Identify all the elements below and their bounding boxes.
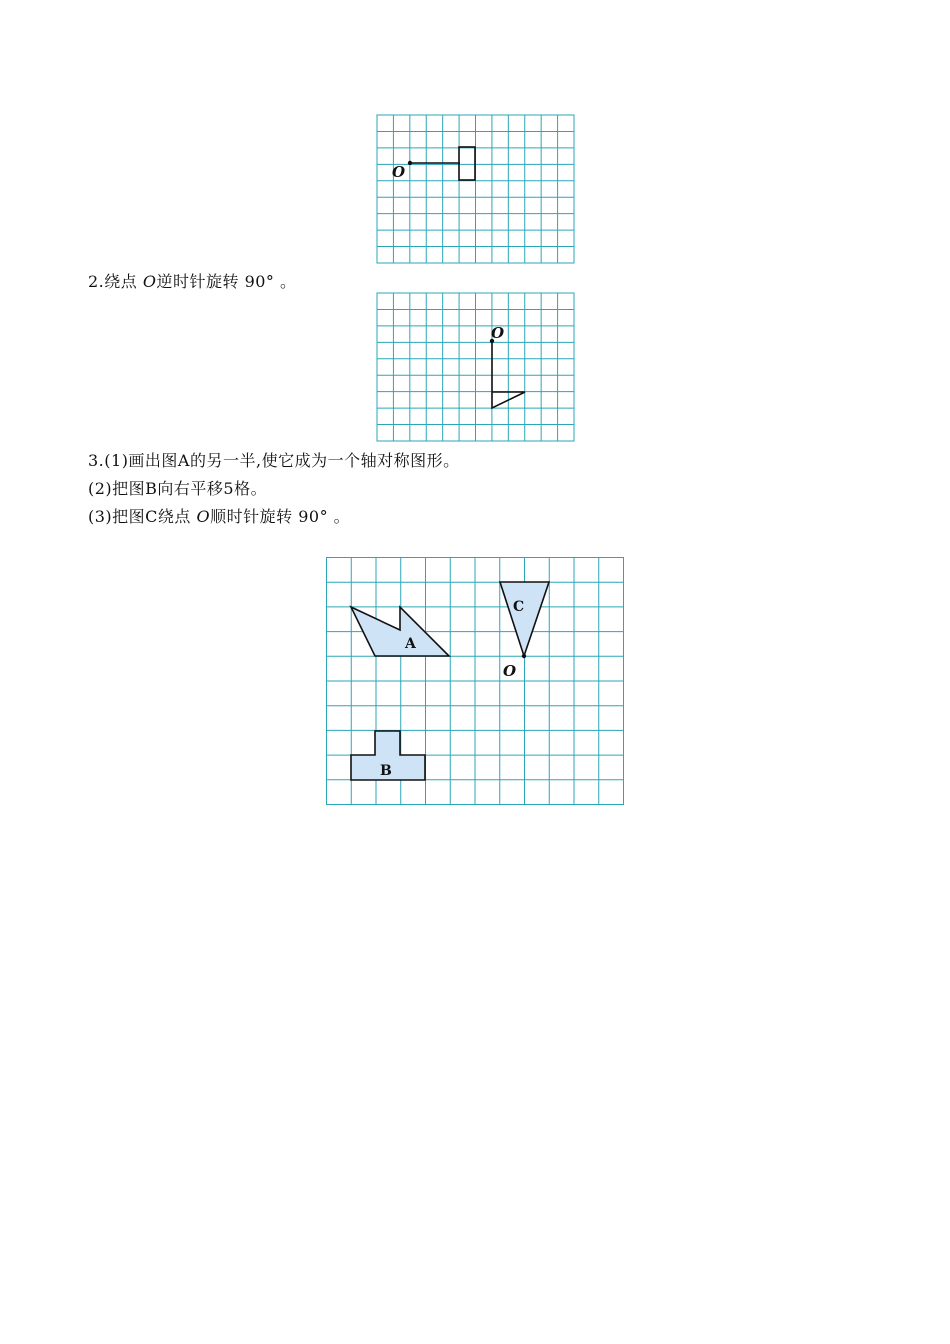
point-o-label: O xyxy=(491,324,505,342)
shape-c-label: C xyxy=(513,599,525,615)
problem-3-item-3-point: O xyxy=(196,507,211,526)
small-rectangle xyxy=(459,147,475,180)
rotation-point-o xyxy=(408,161,412,165)
rotation-point-o xyxy=(522,654,526,658)
figure-2-grid xyxy=(370,288,580,446)
problem-3-item-1: 3.(1)画出图A的另一半,使它成为一个轴对称图形。 xyxy=(88,451,460,470)
shape-a-label: A xyxy=(405,636,416,652)
figure-3-grid xyxy=(320,552,630,810)
point-o-label: O xyxy=(392,163,406,181)
shape-c xyxy=(500,582,549,656)
problem-3-item-3 xyxy=(88,507,350,527)
shape-b-label: B xyxy=(380,763,392,779)
figure-1-grid xyxy=(370,110,580,268)
problem-3-item-2: (2)把图B向右平移5格。 xyxy=(88,479,268,498)
problem-2-prefix: 2.绕点 xyxy=(88,272,143,291)
problem-2-point: O xyxy=(142,272,157,291)
point-o-label: O xyxy=(503,662,517,680)
grid xyxy=(377,293,574,441)
problem-3-item-3-prefix: (3)把图C绕点 xyxy=(88,507,197,526)
grid xyxy=(377,115,574,263)
problem-2-text xyxy=(88,272,297,292)
problem-3-item-3-suffix: 顺时针旋转 90° 。 xyxy=(210,507,351,526)
problem-2-suffix: 逆时针旋转 90° 。 xyxy=(156,272,297,291)
